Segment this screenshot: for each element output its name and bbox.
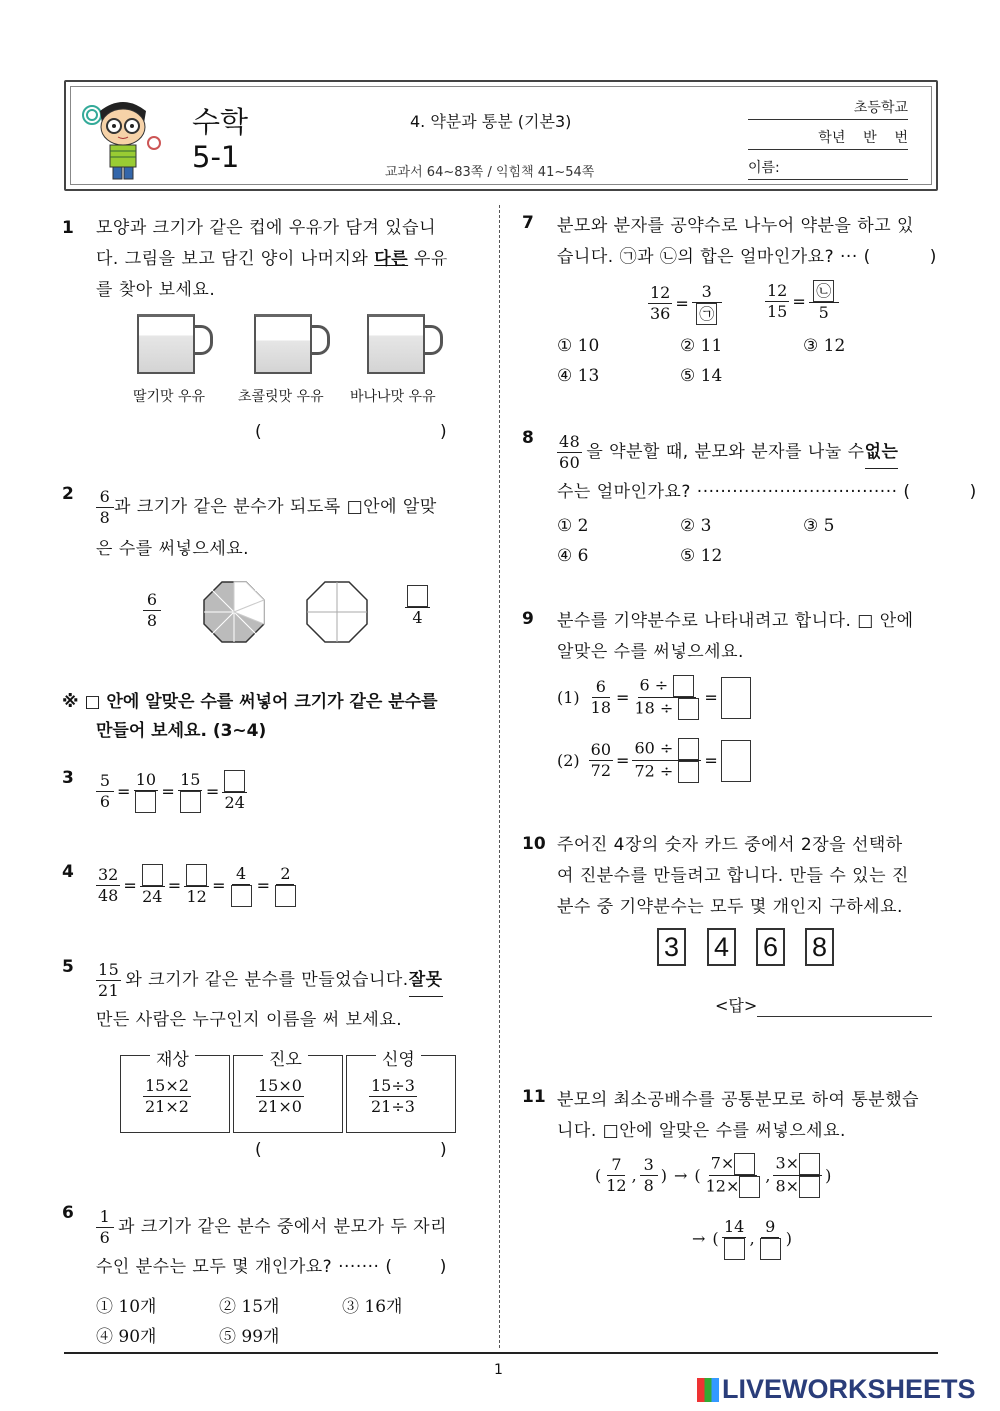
q10-number: 10 xyxy=(522,834,546,854)
cup-handle xyxy=(312,325,330,355)
cup-label-strawberry: 딸기맛 우유 xyxy=(133,389,206,405)
q8-option-1[interactable]: ① 2 xyxy=(557,516,589,536)
class-field[interactable]: 학년 반 번 xyxy=(748,127,908,150)
q11-box-1[interactable] xyxy=(734,1153,755,1175)
q6-option-2[interactable]: ② 15개 xyxy=(219,1297,280,1317)
q9-1-answer-box[interactable] xyxy=(721,677,751,719)
liveworksheets-logo-icon xyxy=(697,1378,719,1402)
q11-number: 11 xyxy=(522,1087,546,1107)
cup-label-banana: 바나나맛 우유 xyxy=(350,389,436,405)
q9-text: 분수를 기약분수로 나타내려고 합니다. □ 안에 알맞은 수를 써넣으세요. xyxy=(557,611,914,662)
q7-text: 분모와 분자를 공약수로 나누어 약분을 하고 있 습니다. ㉠과 ㉡의 합은 얼마인가요? ··· ( ) xyxy=(557,216,937,267)
q9-2-box-top[interactable] xyxy=(678,738,699,760)
person-fraction-jino: $\frac{15\times 0}{21\times 0}$ xyxy=(258,1076,302,1116)
q2-answer-fraction: 4 xyxy=(405,585,430,628)
cup-handle xyxy=(425,325,443,355)
school-field[interactable]: 초등학교 xyxy=(748,97,908,120)
q7-equation-a: $\frac{12}{36}$ = $\frac{3}{㉠}$ xyxy=(648,282,722,325)
banana-milk-cup xyxy=(367,314,425,374)
q3-number: 3 xyxy=(62,768,74,788)
person-fraction-sinyoung: $\frac{15\div 3}{21\div 3}$ xyxy=(371,1076,415,1116)
q7-number: 7 xyxy=(522,213,534,233)
number-card-4: 4 xyxy=(707,928,736,966)
q1-text: 모양과 크기가 같은 컵에 우유가 담겨 있습니 다. 그림을 보고 담긴 양이 나머지와 다른 우유 를 찾아 보세요. xyxy=(96,218,448,300)
q6-option-5[interactable]: ⑤ 99개 xyxy=(219,1327,280,1347)
q10-answer-label: <답> xyxy=(715,996,758,1015)
page-number: 1 xyxy=(494,1362,503,1378)
q4-number: 4 xyxy=(62,862,74,882)
shaded-octagon xyxy=(202,580,266,644)
person-name-jaesang: 재상 xyxy=(150,1045,195,1070)
q8-option-3[interactable]: ③ 5 xyxy=(803,516,835,536)
person-name-jino: 진오 xyxy=(263,1045,308,1070)
q8-number: 8 xyxy=(522,428,534,448)
q7-option-4[interactable]: ④ 13 xyxy=(557,366,600,386)
q8-option-4[interactable]: ④ 6 xyxy=(557,546,589,566)
q11-text: 분모의 최소공배수를 공통분모로 하여 통분했습 니다. □안에 알맞은 수를 써넣으세요. xyxy=(557,1090,920,1141)
chocolate-milk-cup xyxy=(254,314,312,374)
q8-text: $\frac{48}{60}$ 을 약분할 때, 분모와 분자를 나눌 수 없는 수는 얼마인가요? ·································· ( ) xyxy=(557,432,977,502)
cup-label-chocolate: 초콜릿맛 우유 xyxy=(238,389,324,405)
q9-2-box-bottom[interactable] xyxy=(678,761,699,783)
q2-fraction: $\frac{6}{8}$ xyxy=(96,487,114,528)
grade-label: 5-1 xyxy=(192,140,240,174)
q7-equation-b: $\frac{12}{15}$ = $\frac{㉡}{5}$ xyxy=(765,280,839,323)
q1-answer-blank[interactable]: ( ) xyxy=(255,422,447,442)
blank-octagon xyxy=(305,580,369,644)
q11-box-6[interactable] xyxy=(760,1238,781,1260)
q9-2-answer-box[interactable] xyxy=(721,740,751,782)
q11-box-4[interactable] xyxy=(799,1176,820,1198)
q8-option-5[interactable]: ⑤ 12 xyxy=(680,546,723,566)
number-card-3: 3 xyxy=(657,928,686,966)
q7-option-2[interactable]: ② 11 xyxy=(680,336,723,356)
q11-box-5[interactable] xyxy=(724,1238,745,1260)
q3-box-2[interactable] xyxy=(180,791,201,813)
q11-box-2[interactable] xyxy=(739,1176,760,1198)
liveworksheets-brand[interactable]: LIVEWORKSHEETS xyxy=(722,1374,976,1404)
q4-box-4[interactable] xyxy=(275,885,296,907)
q6-option-1[interactable]: ① 10개 xyxy=(96,1297,157,1317)
q2-fraction-display: $\frac{6}{8}$ xyxy=(143,590,161,631)
q7-option-1[interactable]: ① 10 xyxy=(557,336,600,356)
q2-answer-box[interactable] xyxy=(407,585,428,607)
q9-1-box-top[interactable] xyxy=(673,675,694,697)
q6-text: $\frac{1}{6}$ 과 크기가 같은 분수 중에서 분모가 두 자리 수인 분수는 모두 몇 개인가요? ······· ( ) xyxy=(96,1207,448,1277)
instruction-note: ※ □ 안에 알맞은 수를 써넣어 크기가 같은 분수를 만들어 보세요. (3~4) xyxy=(62,692,438,741)
q4-equation: $\frac{32}{48}$ = 24 = 12 = 4 = 2 xyxy=(96,864,298,907)
q8-option-2[interactable]: ② 3 xyxy=(680,516,712,536)
q10-text: 주어진 4장의 숫자 카드 중에서 2장을 선택하 여 진분수를 만들려고 합니다. 만들 수 있는 진 분수 중 기약분수는 모두 몇 개인지 구하세요. xyxy=(557,835,909,917)
name-field[interactable]: 이름: xyxy=(748,157,908,180)
q9-part-2: (2) $\frac{60}{72}$ = $\frac{60 \div}{72 \div}$ = xyxy=(557,738,751,783)
strawberry-milk-cup xyxy=(137,314,195,374)
footer-rule xyxy=(64,1352,938,1354)
q11-box-3[interactable] xyxy=(799,1153,820,1175)
q11-equation-1: ( $\frac{7}{12}$ , $\frac{3}{8}$ ) → ( $\frac{7\times}{12\times}$ , $\frac{3\times}{8\times}$ ) xyxy=(595,1153,831,1198)
q9-number: 9 xyxy=(522,609,534,629)
q2-text: $\frac{6}{8}$ 과 크기가 같은 분수가 되도록 □안에 알맞 은 수를 써넣으세요. xyxy=(96,487,437,559)
boy-mascot-illustration xyxy=(78,93,168,185)
q6-option-3[interactable]: ③ 16개 xyxy=(342,1297,403,1317)
q6-number: 6 xyxy=(62,1203,74,1223)
unit-title: 4. 약분과 통분 (기본3) xyxy=(410,112,572,131)
q3-box-3[interactable] xyxy=(224,770,245,792)
q4-box-1[interactable] xyxy=(142,864,163,886)
q5-number: 5 xyxy=(62,957,74,977)
q10-answer-line[interactable] xyxy=(757,1015,932,1017)
person-name-sinyoung: 신영 xyxy=(376,1045,421,1070)
q4-box-3[interactable] xyxy=(231,885,252,907)
q3-equation: $\frac{5}{6}$ = 10 = 15 = 24 xyxy=(96,770,247,813)
q7-option-3[interactable]: ③ 12 xyxy=(803,336,846,356)
person-fraction-jaesang: $\frac{15\times 2}{21\times 2}$ xyxy=(145,1076,189,1116)
number-card-6: 6 xyxy=(756,928,785,966)
q1-number: 1 xyxy=(62,218,74,238)
q9-1-box-bottom[interactable] xyxy=(678,698,699,720)
column-divider xyxy=(499,205,500,1348)
q5-text: $\frac{15}{21}$ 와 크기가 같은 분수를 만들었습니다. 잘못 만든 사람은 누구인지 이름을 써 보세요. xyxy=(96,960,443,1030)
q5-answer-blank[interactable]: ( ) xyxy=(255,1140,447,1160)
q11-equation-2: → ( 14 , 9 ) xyxy=(692,1217,792,1260)
q4-box-2[interactable] xyxy=(186,864,207,886)
textbook-pages: 교과서 64~83쪽 / 익힘책 41~54쪽 xyxy=(385,165,595,180)
number-card-8: 8 xyxy=(805,928,834,966)
subject-title: 수학 xyxy=(192,105,249,139)
q9-part-1: (1) $\frac{6}{18}$ = $\frac{6 \div}{18 \div}$ = xyxy=(557,675,751,720)
q3-box-1[interactable] xyxy=(135,791,156,813)
q2-number: 2 xyxy=(62,484,74,504)
cup-handle xyxy=(195,325,213,355)
q6-option-4[interactable]: ④ 90개 xyxy=(96,1327,157,1347)
q7-option-5[interactable]: ⑤ 14 xyxy=(680,366,723,386)
